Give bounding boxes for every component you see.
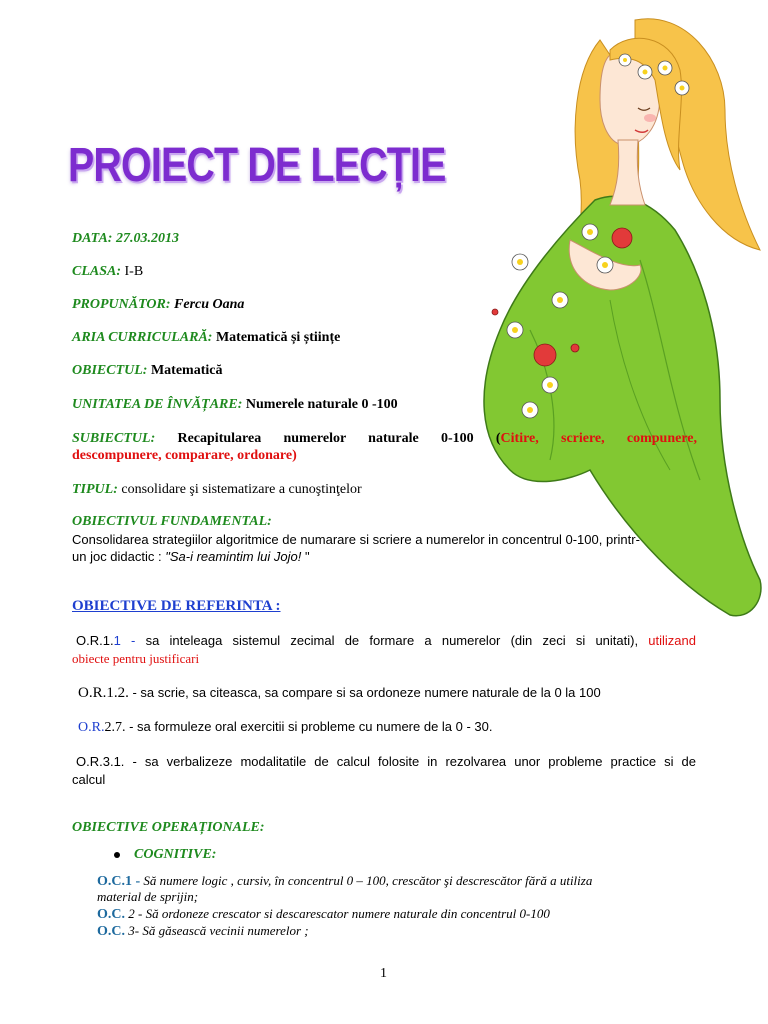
obiectiv-fundamental-line2-a: un joc didactic : xyxy=(72,549,166,564)
page-number: 1 xyxy=(380,966,387,981)
bullet-icon xyxy=(114,852,120,858)
obiective-referinta-heading: OBIECTIVE DE REFERINTA : xyxy=(72,598,281,614)
unitatea-value: Numerele naturale 0 -100 xyxy=(245,397,398,412)
clasa-value: I-B xyxy=(124,264,144,279)
cognitive-bullet xyxy=(114,847,216,863)
oc2-code: O.C. xyxy=(97,907,125,922)
subiectul-red-1: Citire, scriere, compunere, xyxy=(500,431,698,446)
or4-code: O.R.3.1. xyxy=(76,754,125,769)
oc3-code: O.C. xyxy=(97,924,125,939)
clasa-label: CLASA: xyxy=(72,264,122,279)
aria-line xyxy=(72,330,340,346)
subiectul-value: Recapitularea numerelor naturale 0-100 ( xyxy=(177,431,501,446)
aria-value: Matematică și științe xyxy=(215,330,341,345)
oc3-line xyxy=(97,922,309,940)
subiectul-line1 xyxy=(72,430,697,447)
or2-line xyxy=(78,684,601,702)
or3-text: - sa formuleze oral exercitii si probleme cu numere de la 0 - 30. xyxy=(125,719,493,734)
propunator-line xyxy=(72,297,244,313)
obiectiv-fundamental-heading xyxy=(72,514,272,530)
obiectiv-fundamental-label: OBIECTIVUL FUNDAMENTAL: xyxy=(72,514,272,529)
unitatea-line xyxy=(72,397,398,413)
page-title: PROIECT DE LECȚIE xyxy=(68,139,446,192)
or3-line xyxy=(78,718,493,736)
oc2-line xyxy=(97,905,550,923)
oc2-text: 2 - Să ordoneze crescator si descarescator numere naturale din concentrul 0-100 xyxy=(128,906,550,921)
oc3-text: 3- Să găsească vecinii numerelor ; xyxy=(128,923,309,938)
or4-text: - sa verbalizeze modalitatile de calcul folosite in rezolvarea unor probleme practice si de xyxy=(124,754,696,769)
subiectul-line2 xyxy=(72,447,297,464)
obiectiv-fundamental-game: "Sa-i reamintim lui Jojo! xyxy=(165,549,305,564)
propunator-label: PROPUNĂTOR: xyxy=(72,297,171,312)
obiectul-value: Matematică xyxy=(150,363,223,378)
data-line xyxy=(72,231,179,247)
or2-code: O.R.1.2. xyxy=(78,685,129,701)
or2-text: - sa scrie, sa citeasca, sa compare si sa ordoneze numere naturale de la 0 la 100 xyxy=(128,685,601,700)
subiectul-red-2: descompunere, comparare, ordonare) xyxy=(72,448,297,463)
cognitive-label: COGNITIVE: xyxy=(134,847,217,862)
or3-code: 2.7. xyxy=(104,720,126,735)
data-label: DATA: 27.03.2013 xyxy=(72,231,179,246)
aria-label: ARIA CURRICULARĂ: xyxy=(72,330,213,345)
or1-red-b: obiecte pentru justificari xyxy=(72,651,200,666)
tipul-line xyxy=(72,482,362,498)
propunator-value: Fercu Oana xyxy=(174,297,245,312)
oc1-text2: material de sprijin; xyxy=(97,889,199,904)
oc1-code: O.C.1 - xyxy=(97,874,141,889)
obiective-operationale-heading: OBIECTIVE OPERAȚIONALE: xyxy=(72,820,265,835)
or3-code-blue: O.R. xyxy=(78,720,105,735)
subiectul-label: SUBIECTUL: xyxy=(72,431,156,446)
clasa-line xyxy=(72,264,143,280)
oc1-text: Să numere logic , cursiv, în concentrul 0 – 100, crescător şi descrescător fără a utiliza xyxy=(143,873,593,888)
tipul-value: consolidare şi sistematizare a cunoştinţelor xyxy=(121,482,362,497)
unitatea-label: UNITATEA DE ÎNVĂȚARE: xyxy=(72,397,243,412)
obiectiv-fundamental-line2 xyxy=(72,548,310,565)
obiectul-label: OBIECTUL: xyxy=(72,363,148,378)
or4-line1 xyxy=(76,753,696,770)
or1-text: sa inteleaga sistemul zecimal de formare a numerelor (din zeci si unitati), xyxy=(135,633,639,648)
or1-code-blue: 1 - xyxy=(113,633,136,648)
or1-red-a: utilizand xyxy=(638,633,696,648)
or1-line1 xyxy=(76,632,696,649)
obiectiv-fundamental-line2-c: " xyxy=(304,549,310,564)
obiectiv-fundamental-line1: Consolidarea strategiilor algoritmice de numarare si scriere a numerelor in concentrul 0-100, printr- xyxy=(72,532,640,547)
tipul-label: TIPUL: xyxy=(72,482,118,497)
or1-code: O.R.1. xyxy=(76,633,114,648)
or4-text2: calcul xyxy=(72,772,106,787)
obiectul-line xyxy=(72,363,222,379)
